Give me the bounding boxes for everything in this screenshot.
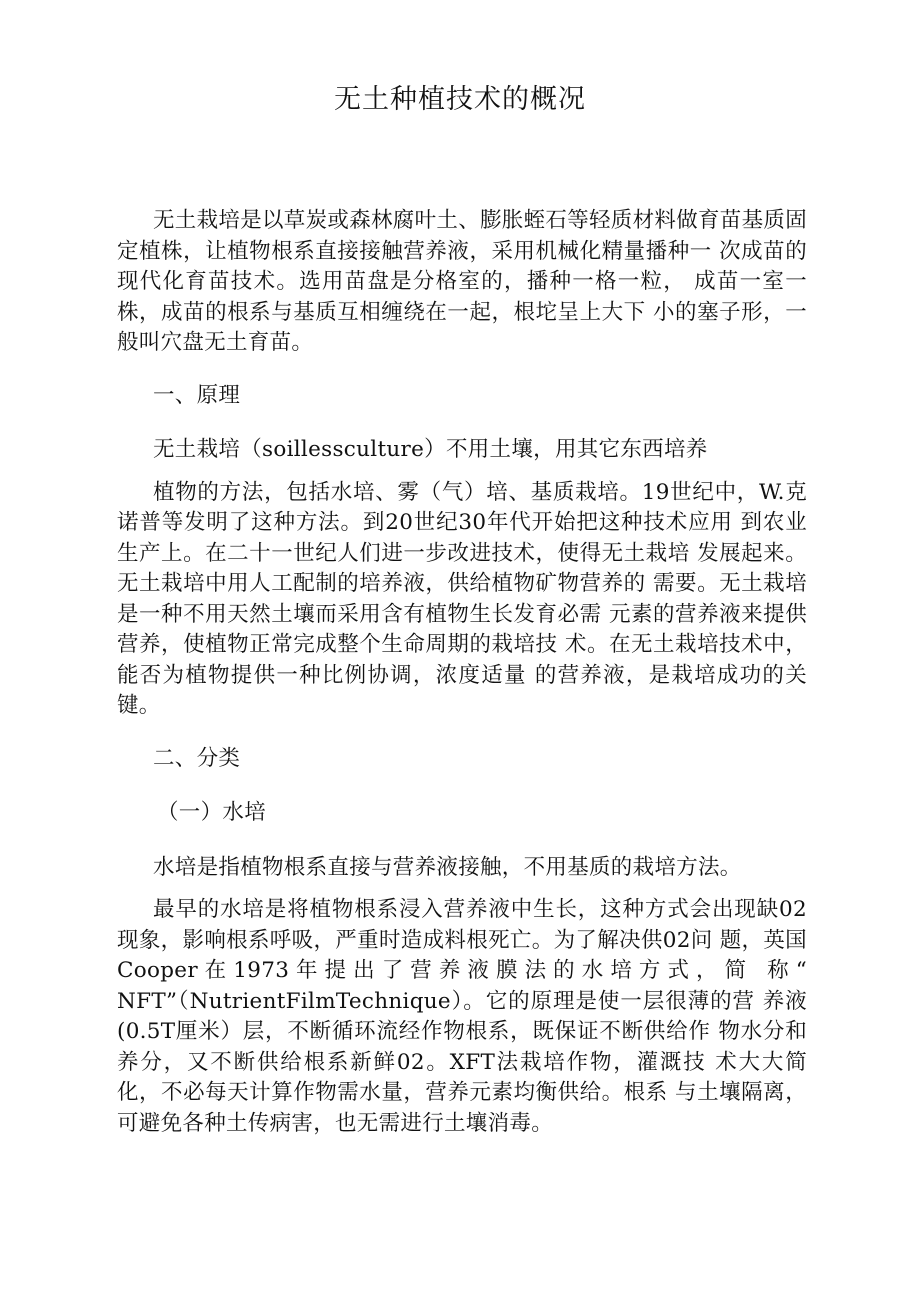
intro-paragraph: 无土栽培是以草炭或森林腐叶土、膨胀蛭石等轻质材料做育苗基质固定植株，让植物根系直接接触营养液，采用机械化精量播种一 次成苗的现代化育苗技术。选用苗盘是分格室的，播种一格一粒， 成苗一室一株，成苗的根系与基质互相缠绕在一起，根坨呈上大下 小的塞子形，一般叫穴盘无土育苗。 — [117, 208, 808, 355]
section-heading-principle: 一、原理 — [153, 382, 241, 408]
principle-paragraph-1: 无土栽培（soillessculture）不用土壤，用其它东西培养 — [153, 437, 708, 462]
hydroponics-paragraph-1: 水培是指植物根系直接与营养液接触，不用基质的栽培方法。 — [153, 854, 742, 880]
section-heading-classification: 二、分类 — [153, 745, 241, 771]
document-body — [117, 206, 807, 1161]
subsection-heading-hydroponics: （一）水培 — [157, 800, 267, 825]
principle-paragraph-2: 植物的方法，包括水培、雾（气）培、基质栽培。19世纪中，W.克诺普等发明了这种方法。到20世纪30年代开始把这种技术应用 到农业生产上。在二十一世纪人们进一步改进技术，使得无土栽培 发展起来。无土栽培中用人工配制的培养液，供给植物矿物营养的 需要。无土栽培是一种不用天然土壤而采用含有植物生长发育必需 元素的营养液来提供营养，使植物正常完成整个生命周期的栽培技 术。在无土栽培技术中，能否为植物提供一种比例协调，浓度适量 的营养液，是栽培成功的关键。 — [117, 479, 807, 718]
document-title: 无土种植技术的概况 — [334, 84, 586, 115]
hydroponics-paragraph-2: 最早的水培是将植物根系浸入营养液中生长，这种方式会出现缺02现象，影响根系呼吸，严重时造成料根死亡。为了解决供02问 题，英国Cooper在1973年提出了营养液膜法的水培方式，简 称“ NFT”（NutrientFilmTechnique）。它的原理是使一层很薄的营 养液(0.5T厘米）层，不断循环流经作物根系，既保证不断供给作 物水分和养分，又不断供给根系新鲜02。XFT法栽培作物，灌溉技 术大大简化，不必每天计算作物需水量，营养元素均衡供给。根系 与土壤隔离，可避免各种土传病害，也无需进行土壤消毒。 — [117, 897, 807, 1136]
